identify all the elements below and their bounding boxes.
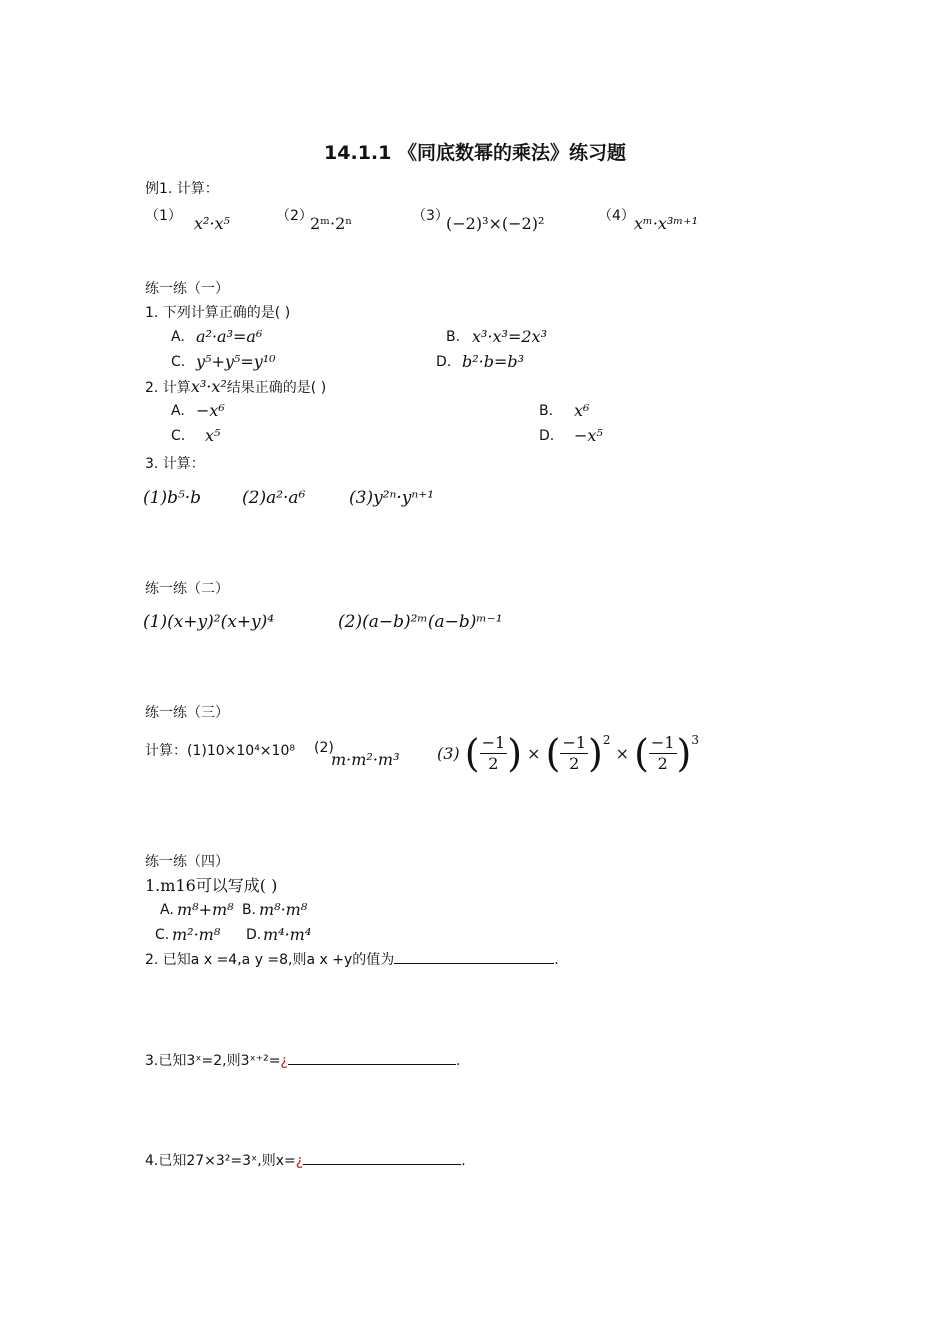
p4q1-option-c-label: C.: [155, 927, 170, 943]
practice4-q4: [145, 1150, 466, 1170]
practice3-heading: 练一练（三）: [145, 705, 229, 721]
fraction-1-den: 2: [488, 754, 499, 773]
times-2: ×: [615, 744, 629, 763]
fraction-2-den: 2: [569, 754, 580, 773]
p4q1-option-d-label: D.: [246, 927, 262, 943]
p1q2-option-b-label: B.: [539, 403, 554, 419]
p4q4-mark: ¿: [295, 1153, 304, 1169]
p1q3-item-2: (2)a²·a⁶: [242, 488, 306, 508]
p1q1-option-b-label: B.: [446, 329, 461, 345]
p1q3-item-3: (3)y²ⁿ·yⁿ⁺¹: [349, 488, 435, 508]
p4q2-end: .: [554, 952, 559, 968]
practice4-q3: [145, 1050, 460, 1070]
practice2-item-2: (2)(a−b)²ᵐ(a−b)ᵐ⁻¹: [338, 612, 503, 632]
fraction-3-num: −1: [650, 733, 675, 752]
fraction-3: [649, 733, 677, 774]
fraction-2: [560, 733, 588, 774]
p1q2-option-b-expr: x⁶: [574, 401, 590, 420]
practice3-item-3-label: (3): [437, 744, 460, 763]
p1q1-option-c-expr: y⁵+y⁵=y¹⁰: [196, 352, 276, 371]
example-label-2: （2）: [276, 208, 313, 224]
p1q1-option-c-label: C.: [171, 354, 186, 370]
example-label-3: （3）: [412, 208, 449, 224]
practice4-q1-stem: 1.m16可以写成( ): [145, 876, 278, 895]
example-label-4: （4）: [598, 208, 635, 224]
p1q1-option-a-label: A.: [171, 329, 185, 345]
example-expr-1: x²·x⁵: [194, 214, 230, 233]
example-expr-4: xᵐ·x³ᵐ⁺¹: [634, 214, 699, 233]
example-heading: 例1. 计算：: [145, 181, 219, 197]
p4q3-text: 3.已知3ˣ=2,则3ˣ⁺²=: [145, 1053, 281, 1069]
p1q2-option-c-label: C.: [171, 428, 186, 444]
practice3-item-2-label: (2): [314, 740, 334, 756]
answer-blank-q2[interactable]: [394, 962, 554, 964]
practice2-item-1: (1)(x+y)²(x+y)⁴: [143, 612, 275, 632]
fraction-2-num: −1: [562, 733, 587, 752]
practice1-heading: 练一练（一）: [145, 281, 229, 297]
example-expr-2: 2ᵐ·2ⁿ: [310, 214, 353, 233]
p4q1-option-b-label: B.: [242, 902, 257, 918]
p4q4-end: .: [461, 1153, 466, 1169]
practice1-q3-stem: 3. 计算：: [145, 456, 205, 472]
fraction-1: [480, 733, 508, 774]
example-expr-3: (−2)³×(−2)²: [446, 214, 545, 233]
p4q3-mark: ¿: [280, 1053, 288, 1069]
p1q2-option-d-label: D.: [539, 428, 555, 444]
times-1: ×: [527, 744, 541, 763]
p4q2-text: 2. 已知a x =4,a y =8,则a x +y的值为: [145, 952, 395, 968]
answer-blank-q3[interactable]: [288, 1063, 456, 1065]
practice2-heading: 练一练（二）: [145, 581, 229, 597]
p1q1-option-a-expr: a²·a³=a⁶: [196, 327, 263, 346]
practice3-item-2-expr: m·m²·m³: [331, 750, 400, 769]
practice3-item-3: (3) ( $\frac{-1}{2}$ ) × ( $\frac{-1}{2}$ )$^2$ × ( $\frac{-1}{2}$ )$^3$: [437, 731, 699, 776]
p1q2-stem-prefix: 2. 计算: [145, 380, 191, 396]
example-label-1: （1）: [145, 208, 182, 224]
p1q2-option-a-expr: −x⁶: [196, 401, 225, 420]
answer-blank-q4[interactable]: [303, 1163, 461, 1165]
fraction-3-den: 2: [657, 754, 668, 773]
p1q1-option-b-expr: x³·x³=2x³: [472, 327, 547, 346]
exponent-3: 3: [691, 733, 699, 747]
p4q1-option-b-expr: m⁸·m⁸: [259, 900, 308, 919]
p4q1-option-c-expr: m²·m⁸: [172, 925, 221, 944]
practice1-q2-stem: [145, 377, 326, 397]
p4q1-option-d-expr: m⁴·m⁴: [263, 925, 312, 944]
p1q3-item-1: (1)b⁵·b: [143, 488, 202, 508]
p1q1-option-d-label: D.: [436, 354, 452, 370]
fraction-1-num: −1: [481, 733, 506, 752]
practice3-item-1: 计算：(1)10×10⁴×10⁸: [145, 743, 295, 759]
practice4-q2: [145, 949, 559, 969]
p4q3-end: .: [455, 1053, 461, 1069]
p1q2-option-d-expr: −x⁵: [574, 426, 603, 445]
p1q1-option-d-expr: b²·b=b³: [462, 352, 525, 371]
p4q1-option-a-expr: m⁸+m⁸: [177, 900, 234, 919]
p1q2-option-a-label: A.: [171, 403, 185, 419]
exponent-2: 2: [602, 733, 611, 747]
p1q2-stem-suffix: 结果正确的是( ): [226, 380, 327, 396]
p4q4-text: 4.已知27×3²=3ˣ,则x=: [145, 1153, 296, 1169]
practice1-q1-stem: 1. 下列计算正确的是( ): [145, 305, 291, 321]
practice4-heading: 练一练（四）: [145, 854, 229, 870]
p4q1-option-a-label: A.: [160, 902, 174, 918]
page-title: 14.1.1 《同底数幂的乘法》练习题: [324, 142, 626, 164]
p1q2-stem-expr: x³·x²: [190, 377, 227, 396]
p1q2-option-c-expr: x⁵: [205, 426, 221, 445]
